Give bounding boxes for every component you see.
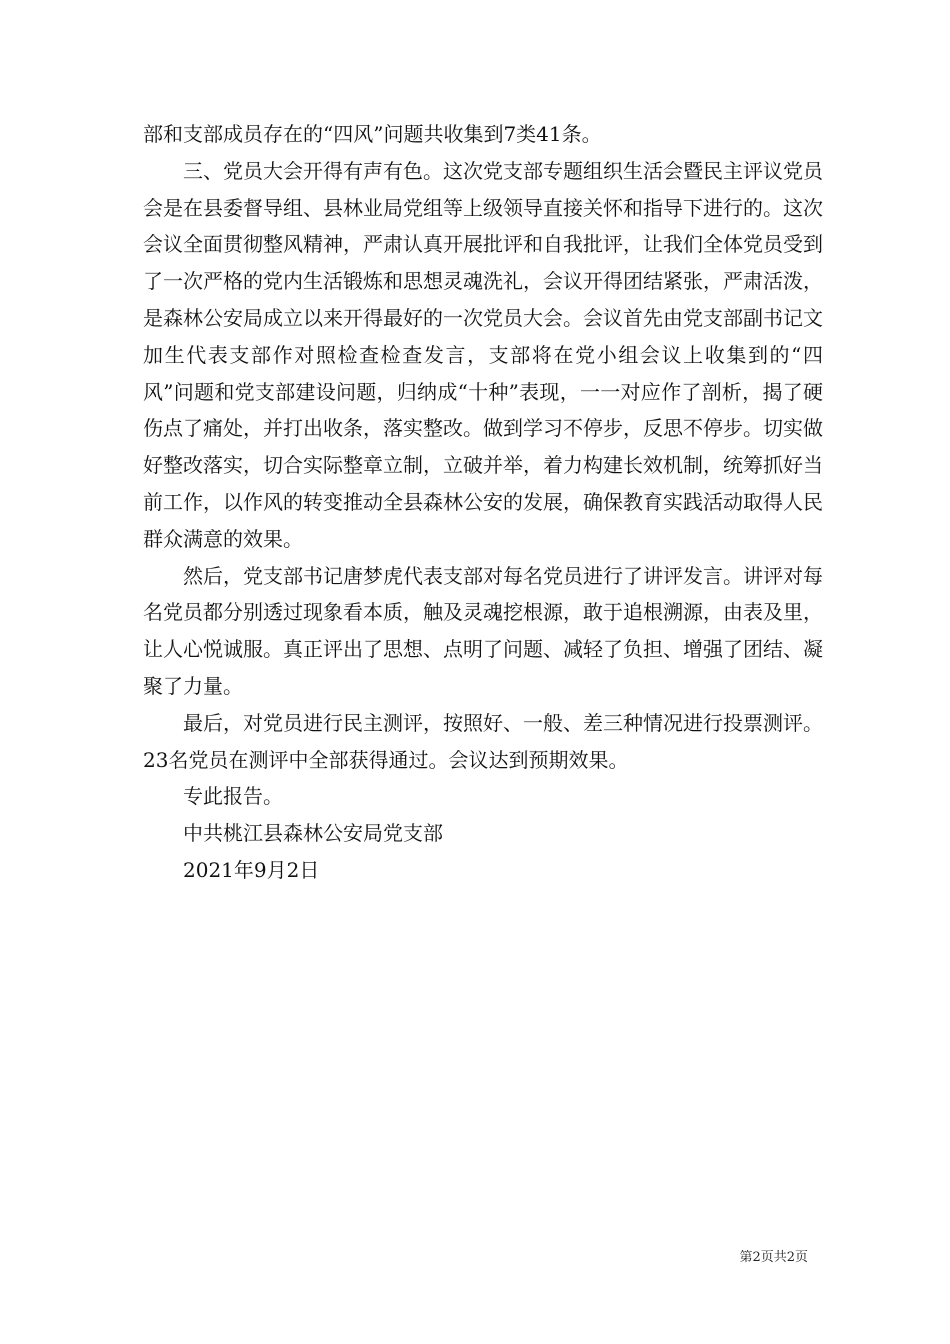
page-footer: 第2页共2页 xyxy=(739,1250,808,1265)
document-body xyxy=(143,116,823,889)
paragraph-party-meeting: 三、党员大会开得有声有色。这次党支部专题组织生活会暨民主评议党员会是在县委督导组、县林业局党组等上级领导直接关怀和指导下进行的。这次会议全面贯彻整风精神，严肃认真开展批评和自我批评，让我们全体党员受到了一次严格的党内生活锻炼和思想灵魂洗礼，会议开得团结紧张，严肃活泼，是森林公安局成立以来开得最好的一次党员大会。会议首先由党支部副书记文加生代表支部作对照检查检查发言，支部将在党小组会议上收集到的“四风”问题和党支部建设问题，归纳成“十种”表现，一一对应作了剖析，揭了硬伤点了痛处，并打出收条，落实整改。做到学习不停步，反思不停步。切实做好整改落实，切合实际整章立制，立破并举，着力构建长效机制，统筹抓好当前工作，以作风的转变推动全县森林公安的发展，确保教育实践活动取得人民群众满意的效果。 xyxy=(143,158,823,551)
paragraph-continuation: 部和支部成员存在的“四风”问题共收集到7类41条。 xyxy=(143,122,602,146)
signature-date: 2021年9月2日 xyxy=(183,857,320,882)
paragraph-secretary-review: 然后，党支部书记唐梦虎代表支部对每名党员进行了讲评发言。讲评对每名党员都分别透过现象看本质，触及灵魂挖根源，敢于追根溯源，由表及里，让人心悦诚服。真正评出了思想、点明了问题、减轻了负担、增强了团结、凝聚了力量。 xyxy=(143,563,823,698)
paragraph-democratic-evaluation: 最后，对党员进行民主测评，按照好、一般、差三种情况进行投票测评。23名党员在测评中全部获得通过。会议达到预期效果。 xyxy=(143,710,823,772)
signature-organization: 中共桃江县森林公安局党支部 xyxy=(183,821,443,846)
closing-line: 专此报告。 xyxy=(183,784,283,809)
